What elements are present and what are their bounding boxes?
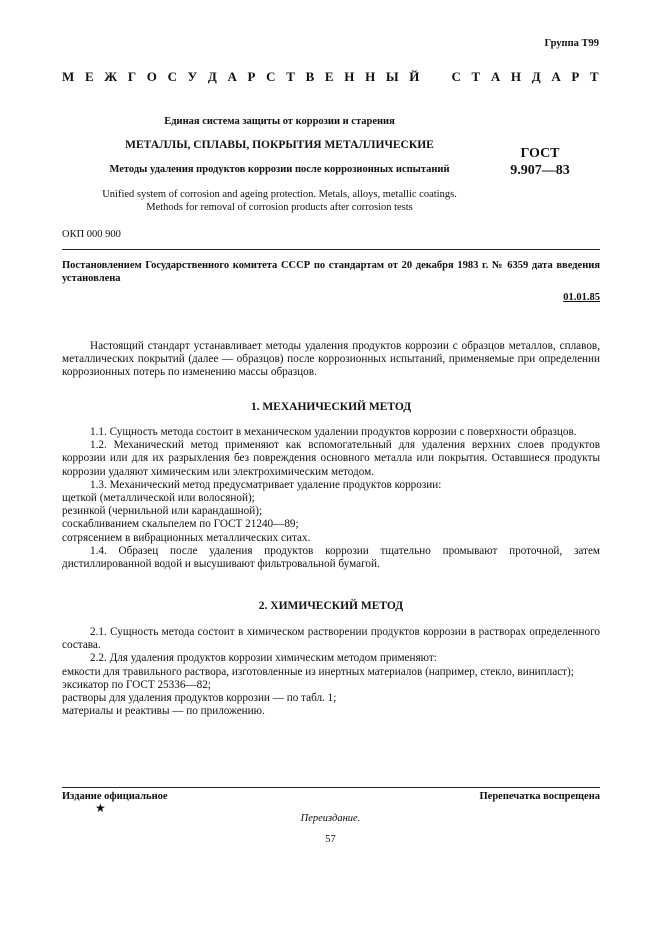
heading-letter: О — [146, 69, 157, 84]
section1-heading: 1. МЕХАНИЧЕСКИЙ МЕТОД — [250, 401, 412, 413]
english-title-line1: Unified system of corrosion and ageing protection. Metals, alloys, metallic coatings. — [102, 189, 457, 200]
heading-letter: М — [62, 69, 75, 84]
reprint-prohibited: Перепечатка воспрещена — [479, 791, 600, 802]
heading-letter: С — [266, 69, 276, 84]
heading-letter: Т — [471, 69, 481, 84]
heading-letter: Е — [324, 69, 334, 84]
heading-letter: Г — [127, 69, 137, 84]
english-title-line2: Methods for removal of corrosion products after corrosion tests — [146, 202, 413, 213]
group-code: Группа Т99 — [544, 38, 599, 49]
section2-body — [62, 626, 600, 718]
list-item: материалы и реактивы — по приложению. — [62, 705, 265, 718]
list-item: растворы для удаления продуктов коррозии — по табл. 1; — [62, 692, 337, 705]
heading-letter: Ы — [385, 69, 399, 84]
intro-date: 01.01.85 — [563, 292, 600, 303]
heading-letter: Д — [531, 69, 541, 84]
decree-text: Постановлением Государственного комитета СССР по стандартам от 20 декабря 1983 г. № 6359 дата введения установлена — [62, 260, 600, 284]
english-title — [62, 188, 497, 214]
document-title: МЕТАЛЛЫ, СПЛАВЫ, ПОКРЫТИЯ МЕТАЛЛИЧЕСКИЕ — [125, 139, 434, 151]
okp-code: ОКП 000 900 — [62, 229, 121, 240]
heading-letter: В — [305, 69, 315, 84]
intro-paragraph — [62, 340, 600, 380]
gost-number: 9.907—83 — [510, 163, 570, 178]
list-item: щеткой (металлической или волосяной); — [62, 492, 255, 505]
heading-letter: Н — [365, 69, 376, 84]
section2-heading: 2. ХИМИЧЕСКИЙ МЕТОД — [258, 600, 404, 612]
paragraph-2-1: 2.1. Сущность метода состоит в химическом растворении продуктов коррозии в растворах определенного состава. — [62, 626, 600, 652]
system-title: Единая система защиты от коррозии и старения — [164, 116, 395, 127]
footer-divider — [62, 787, 600, 788]
heading-letter: А — [490, 69, 501, 84]
heading-letter: С — [167, 69, 177, 84]
paragraph-1-1: 1.1. Сущность метода состоит в механическом удалении продуктов коррозии с поверхности образцов. — [90, 426, 577, 438]
list-item: соскабливанием скальпелем по ГОСТ 21240—89; — [62, 518, 299, 531]
section1-body — [62, 426, 600, 571]
intro-text: Настоящий стандарт устанавливает методы удаления продуктов коррозии с образцов металлов, сплавов, металлических покрытий (далее — образцов) после коррозионных испытаний, применяемые при определении коррозионных потерь по изменению массы образцов. — [62, 340, 600, 379]
heading-letter: Е — [84, 69, 94, 84]
list-item: сотрясением в вибрационных металлических ситах. — [62, 531, 311, 544]
paragraph-2-2: 2.2. Для удаления продуктов коррозии химическим методом применяют: — [90, 652, 437, 665]
heading-letter: Т — [286, 69, 295, 84]
divider — [62, 249, 600, 250]
heading-letter: Ж — [104, 69, 118, 84]
heading-letter: Н — [510, 69, 522, 84]
list-item: эксикатор по ГОСТ 25336—82; — [62, 678, 211, 691]
paragraph-1-2: 1.2. Механический метод применяют как вспомогательный для удаления верхних слоев продуктов коррозии или для их разрыхления без повреждения основного металла или покрытия. Оставшиеся продукты коррозии удаляют химическим или электрохимическим методом. — [62, 439, 600, 478]
standard-type-heading — [62, 69, 599, 85]
gost-label: ГОСТ — [520, 146, 560, 161]
reissue-note: Переиздание. — [300, 813, 361, 824]
heading-letter: Р — [571, 69, 580, 84]
paragraph-1-4: 1.4. Образец после удаления продуктов коррозии тщательно промывают проточной, затем дистиллированной водой и высушивают фильтровальной бумагой. — [62, 544, 600, 571]
star-icon: ★ — [95, 801, 106, 815]
heading-letter: Д — [207, 69, 217, 84]
gost-designation — [480, 145, 600, 179]
heading-letter: Й — [409, 69, 420, 84]
list-item: резинкой (чернильной или карандашной); — [62, 505, 263, 518]
list-item: емкости для травильного раствора, изготовленные из инертных материалов (например, стекло, винипласт); — [62, 665, 574, 678]
heading-letter: А — [227, 69, 237, 84]
heading-letter: С — [451, 69, 461, 84]
page-number: 57 — [325, 834, 336, 845]
heading-letter: А — [551, 69, 561, 84]
heading-letter: Т — [590, 69, 599, 84]
heading-letter: У — [187, 69, 198, 84]
official-edition: Издание официальное — [62, 791, 168, 802]
document-subtitle: Методы удаления продуктов коррозии после коррозионных испытаний — [109, 164, 450, 175]
heading-letter: Н — [344, 69, 355, 84]
heading-letter: Р — [247, 69, 256, 84]
paragraph-1-3: 1.3. Механический метод предусматривает удаление продуктов коррозии: — [90, 478, 442, 491]
